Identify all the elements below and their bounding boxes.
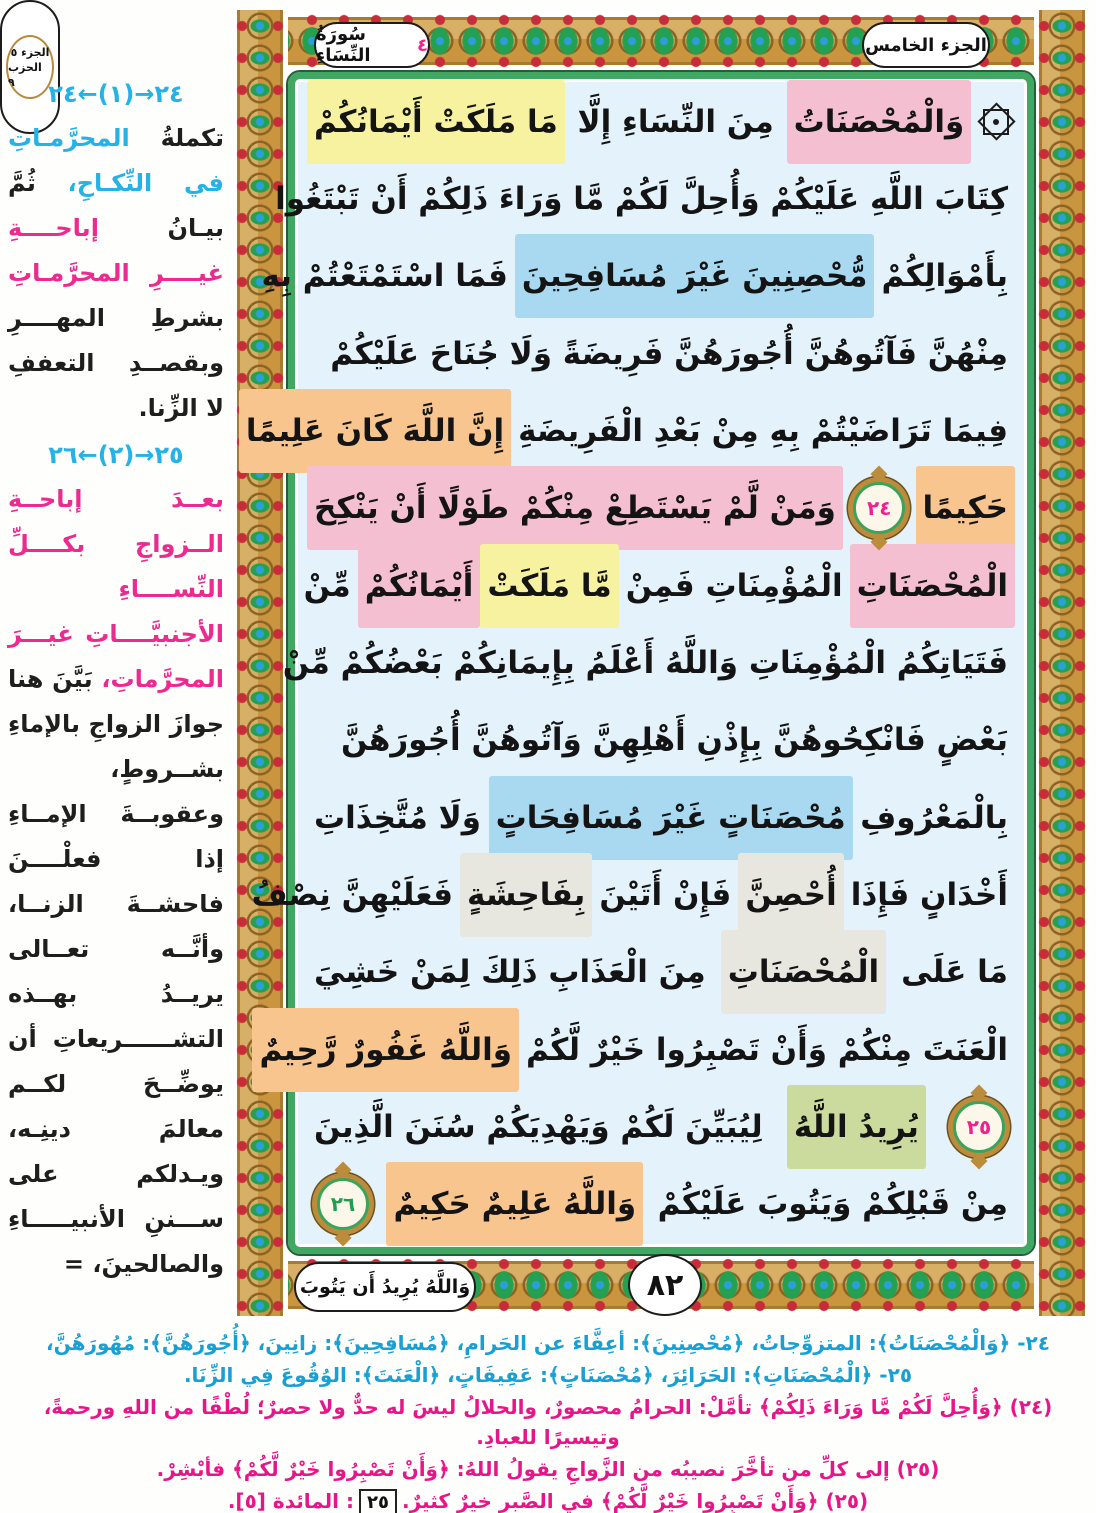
quran-segment: يُرِيدُ اللَّهُ: [787, 1085, 926, 1169]
quran-line-11: [251, 856, 1015, 933]
quran-segment: مَا مَلَكَتْ أَيْمَانُكُمْ: [307, 80, 565, 164]
verse-24-badge: ٢٤: [853, 482, 905, 534]
quran-segment: وَلَا مُتَّخِذَاتِ: [314, 799, 482, 836]
commentary-section-2: [8, 441, 224, 1287]
verse-range-header-2: ٢٦←(٢)→٢٥: [48, 441, 184, 469]
ornate-border-right: [1034, 10, 1090, 1316]
commentary-segment: بشرطِ المهــــرِ وبقصــدِ التعففِ لا الزِّنا.: [8, 304, 224, 422]
juz-title-cartouche: [862, 22, 990, 68]
footnote-row-3: (٢٤) ﴿وَأُحِلَّ لَكُمْ مَّا وَرَاءَ ذَلِكُمْ﴾ تأمَّلْ: الحرامُ محصورٌ، والحلالُ ليسَ له حدٌّ ولا حصرٌ؛ لُطْفًا من اللهِ ورحمةً، وتيسيرًا للعبادِ.: [43, 1395, 1053, 1449]
quran-segment: مِنَ النِّسَاءِ إِلَّا: [577, 103, 774, 140]
quran-line-8: [282, 624, 1015, 701]
rub-el-hizb-icon: [983, 109, 1009, 135]
quran-segment: أَيْمَانُكُمْ: [358, 544, 481, 628]
footnote-row-5: [8, 1486, 1088, 1513]
quran-segment: فِيمَا تَرَاضَيْتُمْ بِهِ مِنْ بَعْدِ الْفَرِيضَةِ: [518, 412, 1008, 449]
quran-line-10: [307, 779, 1015, 856]
quran-segment: فَتَيَاتِكُمُ الْمُؤْمِنَاتِ وَاللَّهُ أَعْلَمُ بِإِيمَانِكُمْ بَعْضُكُمْ مِّنْ: [282, 644, 1008, 681]
juz-medallion-line1: الجزء ٥: [10, 45, 50, 59]
quran-line-6: [307, 470, 1015, 547]
quran-segment: الْمُحْصَنَاتِ: [721, 930, 886, 1014]
quran-line-3: [261, 238, 1015, 315]
quran-segment: مِنْهُنَّ فَآتُوهُنَّ أُجُورَهُنَّ فَرِيضَةً وَلَا جُنَاحَ عَلَيْكُمْ: [330, 335, 1008, 372]
quran-segment: وَالْمُحْصَنَاتُ: [787, 80, 972, 164]
quran-segment: وَمَنْ لَّمْ يَسْتَطِعْ مِنْكُمْ طَوْلًا أَنْ يَنْكِحَ: [307, 466, 843, 550]
surah-title: سُورَةُ النِّسَاءِ: [316, 24, 371, 66]
footnotes: [0, 1328, 1096, 1513]
footnote-row-5-text: (٢٥) ﴿وَأَنْ تَصْبِرُوا خَيْرٌ لَّكُمْ﴾ في الصَّبرِ خيرٌ كثيرٌ.: [401, 1489, 869, 1513]
commentary-segment: تكملةُ: [129, 124, 224, 152]
footnote-reference-suffix: : المائدة [٥].: [227, 1489, 354, 1513]
commentary-sidebar: [8, 80, 224, 1297]
quran-segment: الْمُؤْمِنَاتِ فَمِنْ: [625, 567, 843, 604]
quran-line-12: [307, 934, 1015, 1011]
quran-segment: مَا عَلَى: [901, 954, 1008, 991]
footnote-row-4: (٢٥) إلى كلِّ من تأخَّرَ نصيبُه من الزَّواجِ يقولُ اللهُ: ﴿وَأَنْ تَصْبِرُوا خَيْرٌ لَّكُمْ﴾ فأبْشِرْ.: [156, 1457, 940, 1481]
quran-line-15: [307, 1166, 1015, 1243]
quran-segment: فَعَلَيْهِنَّ نِصْفُ: [251, 876, 454, 913]
footnote-row-1: ٢٤- ﴿وَالْمُحْصَنَاتُ﴾: المتزوِّجاتُ، ﴿مُحْصِنِينَ﴾: أعِفَّاءَ عن الحَرامِ، ﴿مُسَافِحِينَ﴾: زانِينَ، ﴿أُجُورَهُنَّ﴾: مُهُورَهُنَّ،: [46, 1331, 1050, 1355]
quran-segment: حَكِيمًا: [916, 466, 1015, 550]
quran-line-7: [303, 547, 1015, 624]
commentary-segment: بعــدَ إباحــةِ الــزواجِ بكــــلِّ النِّســــاءِ الأجنبيَّــــاتِ غيـــرَ المحرَّماتِ،: [8, 485, 224, 693]
quran-segment: فَإِنْ أَتَيْنَ: [599, 876, 732, 913]
catchword: وَاللَّهُ يُرِيدُ أَن يَتُوبَ: [299, 1276, 471, 1298]
quran-segment: أُحْصِنَّ: [738, 853, 843, 937]
quran-line-5: [245, 392, 1015, 469]
quran-segment: وَاللَّهُ عَلِيمٌ حَكِيمٌ: [386, 1162, 643, 1246]
quran-segment: بِأَمْوَالِكُمْ: [881, 258, 1008, 295]
commentary-segment: المحرَّمـاتِ في النِّكـاحِ،: [8, 124, 224, 197]
quran-line-4: [307, 315, 1015, 392]
quran-segment: فَمَا اسْتَمْتَعْتُمْ بِهِ: [261, 258, 508, 295]
page-number: ٨٢: [646, 1267, 684, 1303]
quran-line-13: [259, 1011, 1015, 1088]
surah-number: ٤: [417, 34, 428, 56]
quran-segment: مِّنْ: [303, 567, 351, 604]
quran-segment: مِنَ الْعَذَابِ ذَلِكَ لِمَنْ خَشِيَ: [314, 954, 706, 991]
quran-segment: أَخْدَانٍ فَإِذَا: [850, 876, 1008, 913]
quran-line-2: [275, 160, 1015, 237]
quran-segment: الْمُحْصَنَاتِ: [850, 544, 1015, 628]
verse-range-header-1: ٢٤←(١)→٢٤: [48, 80, 184, 108]
catchword-cartouche: [294, 1262, 476, 1312]
quran-segment: كِتَابَ اللَّهِ عَلَيْكُمْ وَأُحِلَّ لَكُمْ مَّا وَرَاءَ ذَلِكُمْ أَنْ تَبْتَغُوا: [275, 180, 1008, 217]
commentary-segment: إباحــــةِ غيــــرِ المحرَّمـاتِ: [8, 214, 224, 287]
quran-line-14: [307, 1088, 1015, 1165]
footnote-row-2: ٢٥- ﴿الْمُحْصَنَاتِ﴾: الحَرَائِرَ، ﴿مُحْصَنَاتٍ﴾: عَفِيفَاتٍ، ﴿الْعَنَتَ﴾: الوُقُوعَ فِي الزِّنَا.: [183, 1363, 913, 1387]
footnote-reference-box: ٢٥: [359, 1489, 397, 1513]
commentary-section-1: [8, 80, 224, 431]
quran-segment: وَاللَّهُ غَفُورٌ رَّحِيمٌ: [252, 1008, 519, 1092]
quran-text-frame: [245, 72, 1034, 1254]
quran-segment: مُّحْصِنِينَ غَيْرَ مُسَافِحِينَ: [515, 234, 875, 318]
quran-lines: [245, 83, 1015, 1243]
surah-title-cartouche: [314, 22, 430, 68]
verse-25-badge: ٢٥: [953, 1101, 1005, 1153]
quran-segment: لِيُبَيِّنَ لَكُمْ وَيَهْدِيَكُمْ سُنَنَ الَّذِينَ: [314, 1108, 763, 1145]
commentary-segment: ثُمَّ بيـانُ: [8, 169, 224, 242]
quran-segment: مِنْ قَبْلِكُمْ وَيَتُوبَ عَلَيْكُمْ: [657, 1186, 1008, 1223]
quran-segment: بِفَاحِشَةٍ: [460, 853, 592, 937]
commentary-paragraph-1: [8, 116, 224, 431]
quran-segment: إِنَّ اللَّهَ كَانَ عَلِيمًا: [239, 389, 511, 473]
quran-segment: بَعْضٍ فَانْكِحُوهُنَّ بِإِذْنِ أَهْلِهِنَّ وَآتُوهُنَّ أُجُورَهُنَّ: [341, 722, 1008, 759]
quran-segment: الْعَنَتَ مِنْكُمْ وَأَنْ تَصْبِرُوا خَيْرٌ لَّكُمْ: [525, 1031, 1008, 1068]
commentary-segment: بَيَّنَ هنا جوازَ الزواجِ بالإماءِ بشــروطٍ، وعقوبــةَ الإمــاءِ إذا فعلْــــنَ فاحشــةَ الزنــا، وأنَّــه تعــالى يريــدُ بهــذه التشــــــريعاتِ أن يوضِّــحَ لكــم معالمَ دينِـه، ويـدلكم على ســـننِ الأنبيـــــاءِ والصالحينَ، =: [8, 665, 224, 1278]
hizb-medallion-line2: الحزب ٩: [8, 60, 42, 89]
commentary-paragraph-2: [8, 477, 224, 1287]
quran-segment: مُحْصَنَاتٍ غَيْرَ مُسَافِحَاتٍ: [489, 776, 853, 860]
quran-segment: مَّا مَلَكَتْ: [480, 544, 618, 628]
quran-segment: بِالْمَعْرُوفِ: [860, 799, 1008, 836]
quran-line-1: [307, 83, 1015, 160]
quran-line-9: [307, 702, 1015, 779]
page-number-cartouche: [628, 1254, 702, 1316]
juz-title: الجزء الخامس: [865, 34, 987, 56]
verse-26-badge: ٢٦: [317, 1178, 369, 1230]
